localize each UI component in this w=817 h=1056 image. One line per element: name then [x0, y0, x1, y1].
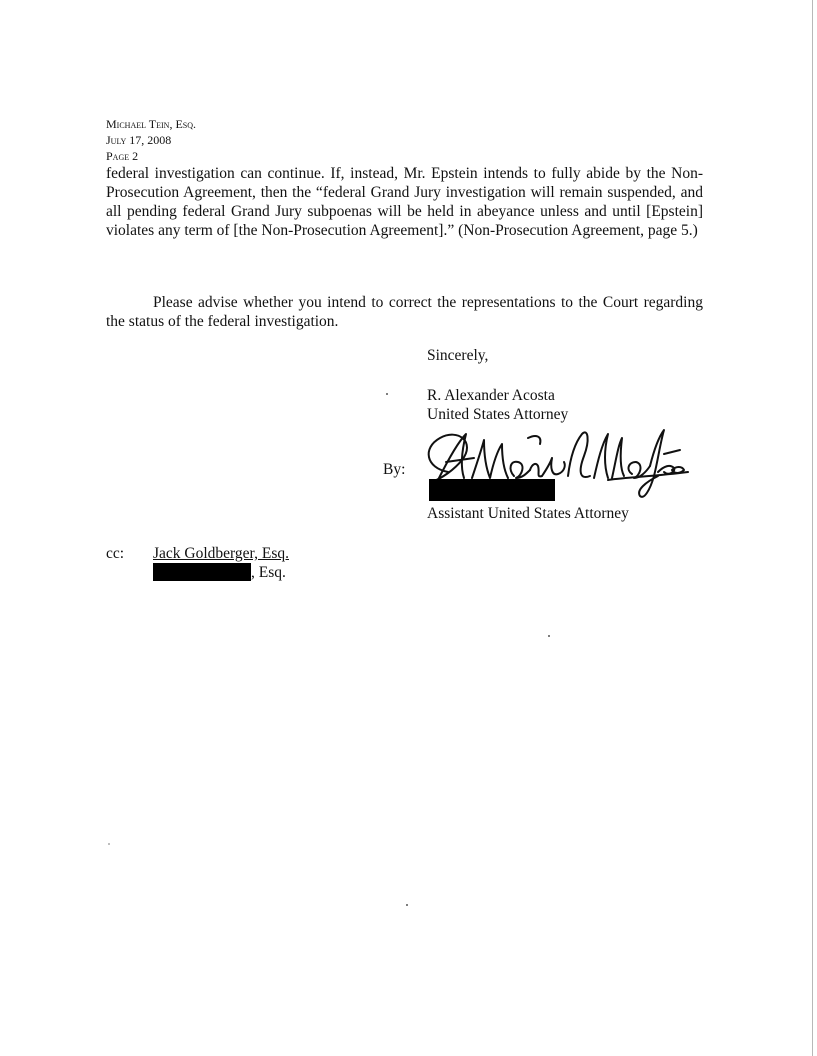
body-paragraph-1: federal investigation can continue. If, instead, Mr. Epstein intends to fully abide by the Non-Prosecution Agreement, then the “federal Grand Jury investigation will remain suspended, and all pending federal Grand Jury subpoenas will be held in abeyance unless and until [Epstein] violates any term of [the Non-Prosecution Agreement].” (Non-Prosecution Agreement, page 5.)	[106, 165, 703, 239]
redacted-signer-name	[429, 479, 555, 501]
assistant-title: Assistant United States Attorney	[427, 505, 629, 522]
closing-salutation: Sincerely,	[427, 347, 489, 364]
cc-recipient-2	[153, 563, 289, 582]
by-label: By:	[383, 461, 406, 478]
cc-recipient-2-suffix: , Esq.	[251, 564, 286, 581]
cc-recipient-1	[153, 544, 289, 563]
cc-label: cc:	[106, 545, 125, 562]
body-paragraph-2: Please advise whether you intend to correct the representations to the Court regarding the status of the federal investigation.	[106, 294, 703, 330]
scan-speck	[406, 904, 408, 906]
cc-recipient-1-name: Jack Goldberger, Esq.	[153, 545, 289, 562]
header-recipient: Michael Tein, Esq.	[106, 117, 196, 131]
signer-title: United States Attorney	[427, 406, 569, 423]
header-page-number: Page 2	[106, 149, 139, 163]
scan-speck	[108, 843, 110, 845]
header-date: July 17, 2008	[106, 133, 172, 147]
letter-header	[106, 116, 196, 164]
signer-name: R. Alexander Acosta	[427, 387, 555, 404]
scan-speck	[548, 635, 550, 637]
scan-speck	[386, 393, 388, 395]
cc-list	[153, 544, 289, 582]
scan-edge-line	[812, 0, 813, 1056]
redacted-cc-recipient-name	[153, 563, 251, 581]
